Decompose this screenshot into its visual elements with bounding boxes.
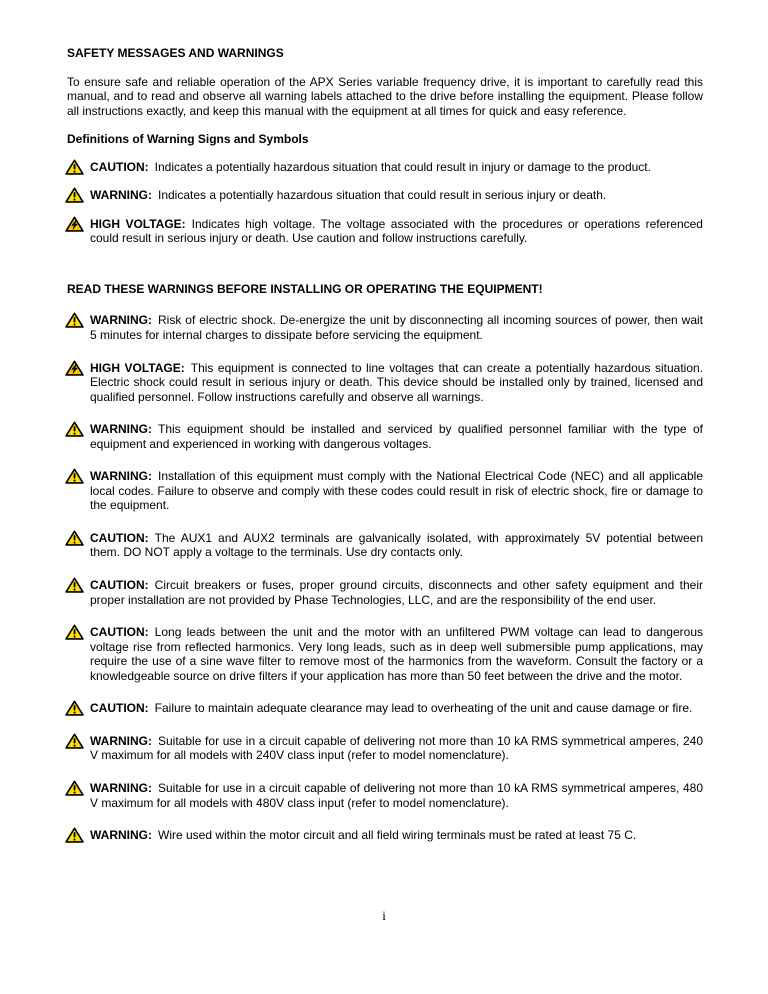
warning-text: Suitable for use in a circuit capable of delivering not more than 10 kA RMS symmetrical amperes, 480 V maximum for all models with 480V class input (refer to model nomenclature). — [90, 780, 703, 810]
warning-label: CAUTION: — [90, 578, 149, 593]
intro-paragraph: To ensure safe and reliable operation of the APX Series variable frequency drive, it is important to carefully read this manual, and to read and observe all warning labels attached to the drive before installing the equipment. Please follow all instructions exactly, and keep this manual with the equipment at all times for quick and easy reference. — [67, 74, 703, 118]
warning-label: WARNING: — [90, 313, 152, 328]
warning-text: Indicates high voltage. The voltage associated with the procedures or operations referenced could result in serious injury or death. Use caution and follow instructions carefully. — [90, 216, 703, 246]
warning-item — [67, 578, 703, 607]
warning-label: CAUTION: — [90, 530, 149, 545]
warning-item — [67, 625, 703, 683]
high-voltage-icon — [65, 216, 84, 232]
caution-triangle-icon — [65, 530, 84, 546]
warning-triangle-icon — [65, 468, 84, 484]
warning-text: Indicates a potentially hazardous situation that could result in serious injury or death. — [158, 188, 607, 203]
warning-text: Long leads between the unit and the motor with an unfiltered PWM voltage can lead to dangerous voltage rise from reflected harmonics. Very long leads, such as in deep well submersible pump applications, may require the use of a sine wave filter to remove most of the harmonics from the waveform. Consult the factory or a knowledgeable source on drive filters if your application has more than 50 feet between the drive and the motor. — [90, 625, 703, 683]
warning-text: The AUX1 and AUX2 terminals are galvanically isolated, with approximately 5V potential between them. DO NOT apply a voltage to the terminals. Use dry contacts only. — [90, 530, 703, 560]
warning-triangle-icon — [65, 780, 84, 796]
warning-item — [67, 828, 703, 843]
warning-item — [67, 313, 703, 342]
warning-triangle-icon — [65, 733, 84, 749]
warning-label: HIGH VOLTAGE: — [90, 360, 185, 375]
warning-text: This equipment should be installed and serviced by qualified personnel familiar with the type of equipment and experienced in working with dangerous voltages. — [90, 422, 703, 451]
warning-item — [67, 361, 703, 405]
warning-item — [67, 188, 703, 203]
warning-label: WARNING: — [90, 422, 152, 437]
warning-item — [67, 217, 703, 246]
warning-item — [67, 469, 703, 513]
warning-text: Circuit breakers or fuses, proper ground circuits, disconnects and other safety equipment and their proper installation are not provided by Phase Technologies, LLC, and are the responsibility of the end user. — [90, 578, 703, 607]
warning-triangle-icon — [65, 421, 84, 437]
warning-text: Failure to maintain adequate clearance may lead to overheating of the unit and cause damage or fire. — [154, 701, 693, 716]
warning-item — [67, 422, 703, 451]
read-warnings-heading: READ THESE WARNINGS BEFORE INSTALLING OR OPERATING THE EQUIPMENT! — [67, 281, 543, 296]
definitions-heading: Definitions of Warning Signs and Symbols — [67, 132, 309, 147]
high-voltage-icon — [65, 360, 84, 376]
warning-label: WARNING: — [90, 469, 152, 484]
warning-triangle-icon — [65, 312, 84, 328]
warning-label: WARNING: — [90, 828, 152, 843]
warning-label: WARNING: — [90, 733, 152, 748]
warning-item — [67, 701, 703, 716]
warning-text: This equipment is connected to line voltages that can create a potentially hazardous situation. Electric shock could result in serious injury or death. This device should be installed only by trained, licensed and qualified personnel. Follow instructions carefully and observe all warnings. — [90, 360, 703, 404]
page-content — [67, 46, 703, 861]
caution-triangle-icon — [65, 159, 84, 175]
warning-item — [67, 734, 703, 763]
warning-text: Suitable for use in a circuit capable of delivering not more than 10 kA RMS symmetrical amperes, 240 V maximum for all models with 240V class input (refer to model nomenclature). — [90, 733, 703, 763]
warning-text: Installation of this equipment must comply with the National Electrical Code (NEC) and all applicable local codes. Failure to observe and comply with these codes could result in risk of electric shock, fire or damage to the equipment. — [90, 469, 703, 513]
warning-label: CAUTION: — [90, 625, 149, 640]
warning-triangle-icon — [65, 827, 84, 843]
page-number: i — [382, 908, 386, 923]
warning-item — [67, 160, 703, 175]
warning-text: Risk of electric shock. De-energize the unit by disconnecting all incoming sources of power, then wait 5 minutes for internal charges to dissipate before servicing the equipment. — [90, 313, 703, 343]
warning-label: CAUTION: — [90, 159, 149, 174]
caution-triangle-icon — [65, 700, 84, 716]
caution-triangle-icon — [65, 577, 84, 593]
warning-item — [67, 531, 703, 560]
warnings-list — [67, 313, 703, 842]
warning-label: HIGH VOLTAGE: — [90, 216, 186, 231]
warning-triangle-icon — [65, 187, 84, 203]
definitions-list — [67, 160, 703, 246]
warning-label: CAUTION: — [90, 701, 149, 716]
warning-text: Indicates a potentially hazardous situation that could result in injury or damage to the product. — [154, 159, 651, 174]
document-title: SAFETY MESSAGES AND WARNINGS — [67, 46, 284, 60]
warning-label: WARNING: — [90, 188, 152, 203]
warning-text: Wire used within the motor circuit and all field wiring terminals must be rated at least 75 C. — [158, 828, 637, 843]
caution-triangle-icon — [65, 624, 84, 640]
warning-item — [67, 781, 703, 810]
warning-label: WARNING: — [90, 780, 152, 795]
